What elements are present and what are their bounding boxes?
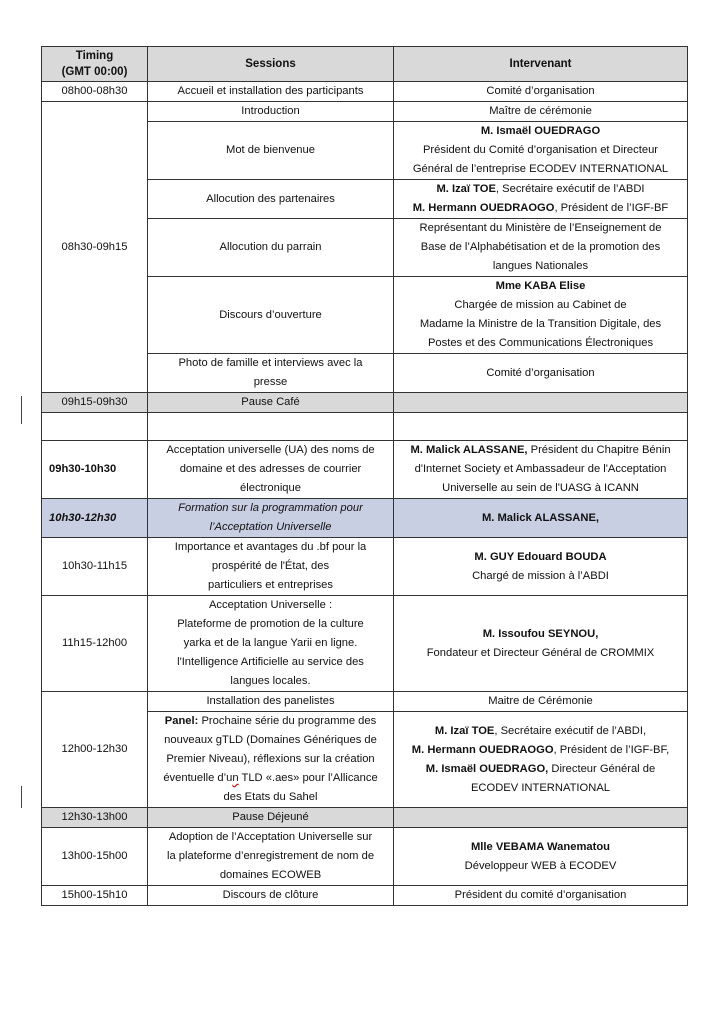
session-cell: Adoption de l’Acceptation Universelle sur la plateforme d’enregistrement de nom de domaines ECOWEB bbox=[148, 828, 394, 886]
session-cell: Importance et avantages du .bf pour la prospérité de l'État, des particuliers et entreprises bbox=[148, 538, 394, 596]
program-table bbox=[41, 46, 688, 906]
speaker-cell: Président du comité d’organisation bbox=[394, 886, 688, 906]
table-row bbox=[42, 499, 688, 538]
session-cell: Photo de famille et interviews avec la presse bbox=[148, 354, 394, 393]
speaker-cell: M. Malick ALASSANE, Président du Chapitre Bénin d'Internet Society et Ambassadeur de l'Acceptation Universelle au sein de l'UASG à ICANN bbox=[394, 441, 688, 499]
table-row bbox=[42, 808, 688, 828]
header-row bbox=[42, 47, 688, 82]
session-cell: Allocution du parrain bbox=[148, 219, 394, 277]
session-cell: Introduction bbox=[148, 102, 394, 122]
time-cell: 13h00-15h00 bbox=[42, 828, 148, 886]
speaker-cell: M. Malick ALASSANE, bbox=[394, 499, 688, 538]
session-cell: Formation sur la programmation pour l’Acceptation Universelle bbox=[148, 499, 394, 538]
session-cell: Discours d’ouverture bbox=[148, 277, 394, 354]
margin-change-bar bbox=[21, 396, 22, 424]
time-cell: 11h15-12h00 bbox=[42, 596, 148, 692]
speaker-cell bbox=[394, 393, 688, 413]
session-cell: Acceptation universelle (UA) des noms de domaine et des adresses de courrier électronique bbox=[148, 441, 394, 499]
table-row bbox=[42, 102, 688, 122]
time-cell: 08h30-09h15 bbox=[42, 102, 148, 393]
speaker-cell: Mlle VEBAMA Wanematou Développeur WEB à ECODEV bbox=[394, 828, 688, 886]
table-row bbox=[42, 82, 688, 102]
speaker-cell: Mme KABA Elise Chargée de mission au Cabinet de Madame la Ministre de la Transition Digitale, des Postes et des Communications Électroniques bbox=[394, 277, 688, 354]
margin-change-bar bbox=[21, 786, 22, 808]
table-row bbox=[42, 828, 688, 886]
speaker-cell: Comité d’organisation bbox=[394, 354, 688, 393]
speaker-cell: Représentant du Ministère de l’Enseignement de Base de l’Alphabétisation et de la promotion des langues Nationales bbox=[394, 219, 688, 277]
session-cell: Acceptation Universelle : Plateforme de promotion de la culture yarka et de la langue Yarii en ligne. l'Intelligence Artificielle au service des langues locales. bbox=[148, 596, 394, 692]
time-cell: 12h00-12h30 bbox=[42, 692, 148, 808]
time-cell: 10h30-11h15 bbox=[42, 538, 148, 596]
table-row bbox=[42, 886, 688, 906]
table-row bbox=[42, 441, 688, 499]
time-cell: 09h30-10h30 bbox=[42, 441, 148, 499]
speaker-cell: Maitre de Cérémonie bbox=[394, 692, 688, 712]
header-speaker: Intervenant bbox=[394, 47, 688, 82]
time-cell: 15h00-15h10 bbox=[42, 886, 148, 906]
header-timing: Timing (GMT 00:00) bbox=[42, 47, 148, 82]
table-row bbox=[42, 596, 688, 692]
speaker-cell: M. Ismaël OUEDRAGO Président du Comité d’organisation et Directeur Général de l’entreprise ECODEV INTERNATIONAL bbox=[394, 122, 688, 180]
session-cell: Installation des panelistes bbox=[148, 692, 394, 712]
time-cell: 09h15-09h30 bbox=[42, 393, 148, 413]
table-row bbox=[42, 393, 688, 413]
session-cell: Panel: Prochaine série du programme des nouveaux gTLD (Domaines Génériques de Premier Niveau), réflexions sur la création éventuelle d’un TLD «.aes» pour l’Allicance des Etats du Sahel bbox=[148, 712, 394, 808]
time-cell: 10h30-12h30 bbox=[42, 499, 148, 538]
session-cell: Pause Café bbox=[148, 393, 394, 413]
session-cell: Mot de bienvenue bbox=[148, 122, 394, 180]
header-sessions: Sessions bbox=[148, 47, 394, 82]
session-cell: Discours de clôture bbox=[148, 886, 394, 906]
speaker-cell: Comité d’organisation bbox=[394, 82, 688, 102]
speaker-cell: Maître de cérémonie bbox=[394, 102, 688, 122]
speaker-cell: M. GUY Edouard BOUDA Chargé de mission à l’ABDI bbox=[394, 538, 688, 596]
session-cell: Pause Déjeuné bbox=[148, 808, 394, 828]
speaker-cell: M. Izaï TOE, Secrétaire exécutif de l’ABDI, M. Hermann OUEDRAOGO, Président de l’IGF-BF, M. Ismaël OUEDRAGO, Directeur Général de ECODEV INTERNATIONAL bbox=[394, 712, 688, 808]
table-row bbox=[42, 538, 688, 596]
table-row bbox=[42, 692, 688, 712]
speaker-cell: M. Izaï TOE, Secrétaire exécutif de l’ABDI M. Hermann OUEDRAOGO, Président de l’IGF-BF bbox=[394, 180, 688, 219]
speaker-cell bbox=[394, 808, 688, 828]
empty-row bbox=[42, 413, 688, 441]
speaker-cell: M. Issoufou SEYNOU, Fondateur et Directeur Général de CROMMIX bbox=[394, 596, 688, 692]
time-cell: 08h00-08h30 bbox=[42, 82, 148, 102]
session-cell: Accueil et installation des participants bbox=[148, 82, 394, 102]
time-cell: 12h30-13h00 bbox=[42, 808, 148, 828]
session-cell: Allocution des partenaires bbox=[148, 180, 394, 219]
